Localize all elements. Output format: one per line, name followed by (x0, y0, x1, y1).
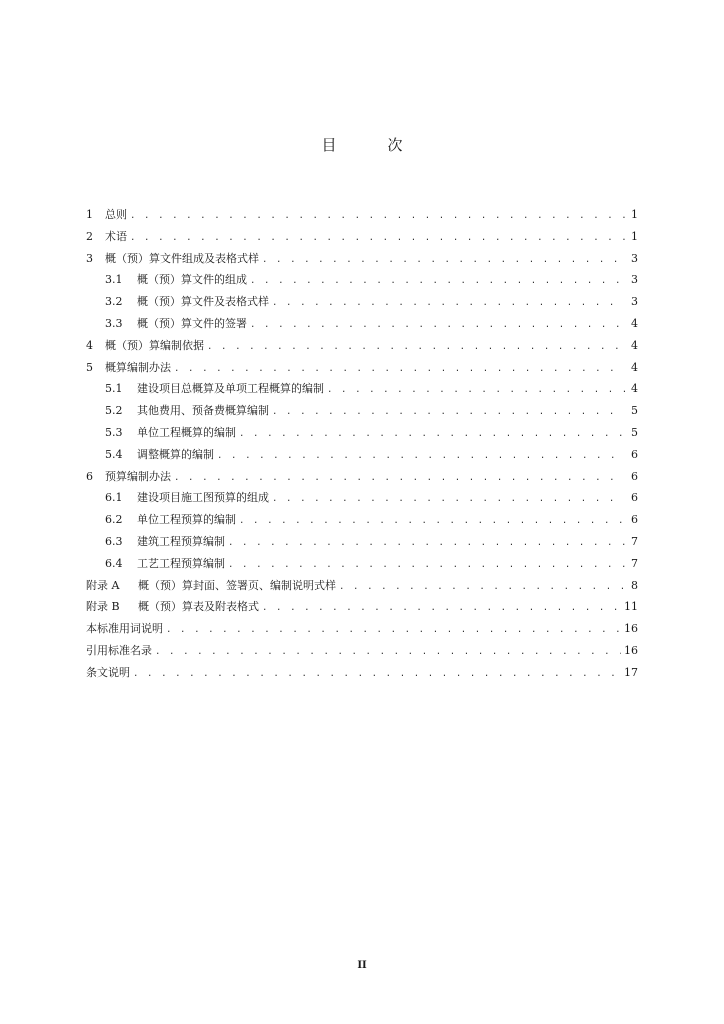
toc-leader-dots (250, 315, 625, 337)
toc-entry-text: 术语 (105, 229, 127, 243)
toc-leader-dots (239, 511, 625, 533)
toc-entry-number: 5.3 (105, 425, 123, 439)
toc-entry-text: 概（预）算封面、签署页、编制说明式样 (138, 578, 336, 592)
toc-entry-text: 引用标准名录 (86, 643, 152, 657)
toc-leader-dots (133, 664, 621, 686)
toc-entry-text: 工艺工程预算编制 (137, 556, 225, 570)
toc-entry-number: 3.1 (105, 273, 123, 287)
toc-entry-number: 3 (86, 251, 93, 265)
toc-entry-text: 建筑工程预算编制 (137, 534, 225, 548)
toc-entry-6-1[interactable] (86, 487, 638, 509)
toc-entry-text: 建设项目总概算及单项工程概算的编制 (137, 382, 324, 396)
page-number: II (357, 960, 367, 971)
toc-entry-6-2[interactable] (86, 509, 638, 531)
toc-entry-number: 6 (86, 469, 93, 483)
toc-entry-5[interactable] (86, 357, 638, 379)
toc-entry-number: 1 (86, 208, 93, 221)
toc-entry-page: 5 (631, 404, 638, 418)
toc-entry-page: 16 (624, 622, 638, 636)
toc-entry-text: 条文说明 (86, 665, 130, 679)
toc-entry-page: 11 (624, 600, 638, 614)
toc-leader-dots (130, 228, 625, 250)
toc-entry-text: 概（预）算文件的组成 (137, 273, 247, 287)
toc-entry-number: 5 (86, 360, 93, 374)
toc-entry-number: 2 (86, 229, 93, 243)
toc-leader-dots (250, 271, 625, 293)
toc-leader-dots (155, 642, 621, 664)
toc-list (86, 204, 638, 684)
toc-entry-page: 6 (631, 447, 638, 461)
toc-leader-dots (339, 577, 625, 599)
toc-entry-referenced-standards[interactable] (86, 640, 638, 662)
toc-entry-page: 4 (631, 316, 638, 330)
toc-entry-text: 调整概算的编制 (137, 447, 214, 461)
toc-entry-page: 6 (631, 469, 638, 483)
toc-leader-dots (262, 598, 621, 620)
toc-entry-3-2[interactable] (86, 291, 638, 313)
toc-leader-dots (272, 489, 625, 511)
toc-entry-number: 5.2 (105, 404, 123, 418)
toc-entry-page: 1 (631, 229, 638, 243)
toc-entry-text: 预算编制办法 (105, 469, 171, 483)
toc-entry-number: 附录 A (86, 578, 120, 592)
toc-leader-dots (272, 402, 625, 424)
toc-entry-page: 3 (631, 273, 638, 287)
toc-entry-5-1[interactable] (86, 378, 638, 400)
toc-entry-text: 建设项目施工图预算的组成 (137, 491, 269, 505)
toc-entry-3[interactable] (86, 248, 638, 270)
toc-entry-6-4[interactable] (86, 553, 638, 575)
toc-entry-number: 4 (86, 338, 93, 352)
toc-entry-text: 单位工程概算的编制 (137, 425, 236, 439)
toc-entry-page: 7 (631, 534, 638, 548)
toc-entry-text: 概（预）算文件的签署 (137, 316, 247, 330)
toc-leader-dots (130, 206, 625, 228)
toc-entry-page: 1 (631, 208, 638, 221)
toc-leader-dots (217, 446, 625, 468)
toc-entry-3-3[interactable] (86, 313, 638, 335)
toc-entry-page: 3 (631, 295, 638, 309)
toc-leader-dots (272, 293, 625, 315)
toc-entry-text: 本标准用词说明 (86, 622, 163, 636)
toc-entry-number: 3.3 (105, 316, 123, 330)
toc-leader-dots (228, 533, 625, 555)
toc-entry-page: 6 (631, 491, 638, 505)
toc-entry-2[interactable] (86, 226, 638, 248)
toc-entry-number: 6.1 (105, 491, 123, 505)
toc-entry-number: 5.4 (105, 447, 123, 461)
toc-entry-3-1[interactable] (86, 269, 638, 291)
toc-entry-4[interactable] (86, 335, 638, 357)
toc-entry-number: 6.3 (105, 534, 123, 548)
toc-entry-6-3[interactable] (86, 531, 638, 553)
toc-leader-dots (174, 468, 625, 490)
toc-entry-page: 17 (624, 665, 638, 679)
toc-leader-dots (207, 337, 625, 359)
toc-entry-page: 3 (631, 251, 638, 265)
toc-entry-text: 总则 (105, 208, 127, 221)
toc-entry-wording-explanation[interactable] (86, 618, 638, 640)
toc-entry-number: 3.2 (105, 295, 123, 309)
toc-entry-number: 5.1 (105, 382, 123, 396)
toc-entry-5-2[interactable] (86, 400, 638, 422)
toc-entry-text: 概（预）算文件组成及表格式样 (105, 251, 259, 265)
toc-entry-1[interactable] (86, 204, 638, 226)
toc-title: 目 次 (321, 136, 421, 154)
toc-leader-dots (166, 620, 621, 642)
toc-entry-text: 概算编制办法 (105, 360, 171, 374)
toc-leader-dots (239, 424, 625, 446)
toc-leader-dots (262, 250, 625, 272)
toc-entry-page: 4 (631, 338, 638, 352)
toc-entry-page: 6 (631, 513, 638, 527)
toc-entry-clause-explanation[interactable] (86, 662, 638, 684)
toc-entry-page: 4 (631, 360, 638, 374)
toc-entry-page: 8 (631, 578, 638, 592)
toc-entry-5-4[interactable] (86, 444, 638, 466)
toc-entry-number: 附录 B (86, 600, 120, 614)
toc-entry-page: 7 (631, 556, 638, 570)
toc-entry-6[interactable] (86, 466, 638, 488)
toc-leader-dots (174, 359, 625, 381)
toc-entry-text: 概（预）算文件及表格式样 (137, 295, 269, 309)
toc-entry-page: 5 (631, 425, 638, 439)
toc-entry-text: 概（预）算编制依据 (105, 338, 204, 352)
toc-entry-text: 其他费用、预备费概算编制 (137, 404, 269, 418)
toc-entry-number: 6.2 (105, 513, 123, 527)
toc-entry-appendix-a[interactable] (86, 575, 638, 597)
toc-leader-dots (327, 380, 625, 402)
toc-entry-5-3[interactable] (86, 422, 638, 444)
toc-entry-text: 单位工程预算的编制 (137, 513, 236, 527)
toc-entry-number: 6.4 (105, 556, 123, 570)
toc-entry-page: 4 (631, 382, 638, 396)
toc-entry-page: 16 (624, 643, 638, 657)
toc-entry-text: 概（预）算表及附表格式 (138, 600, 259, 614)
toc-leader-dots (228, 555, 625, 577)
toc-entry-appendix-b[interactable] (86, 596, 638, 618)
